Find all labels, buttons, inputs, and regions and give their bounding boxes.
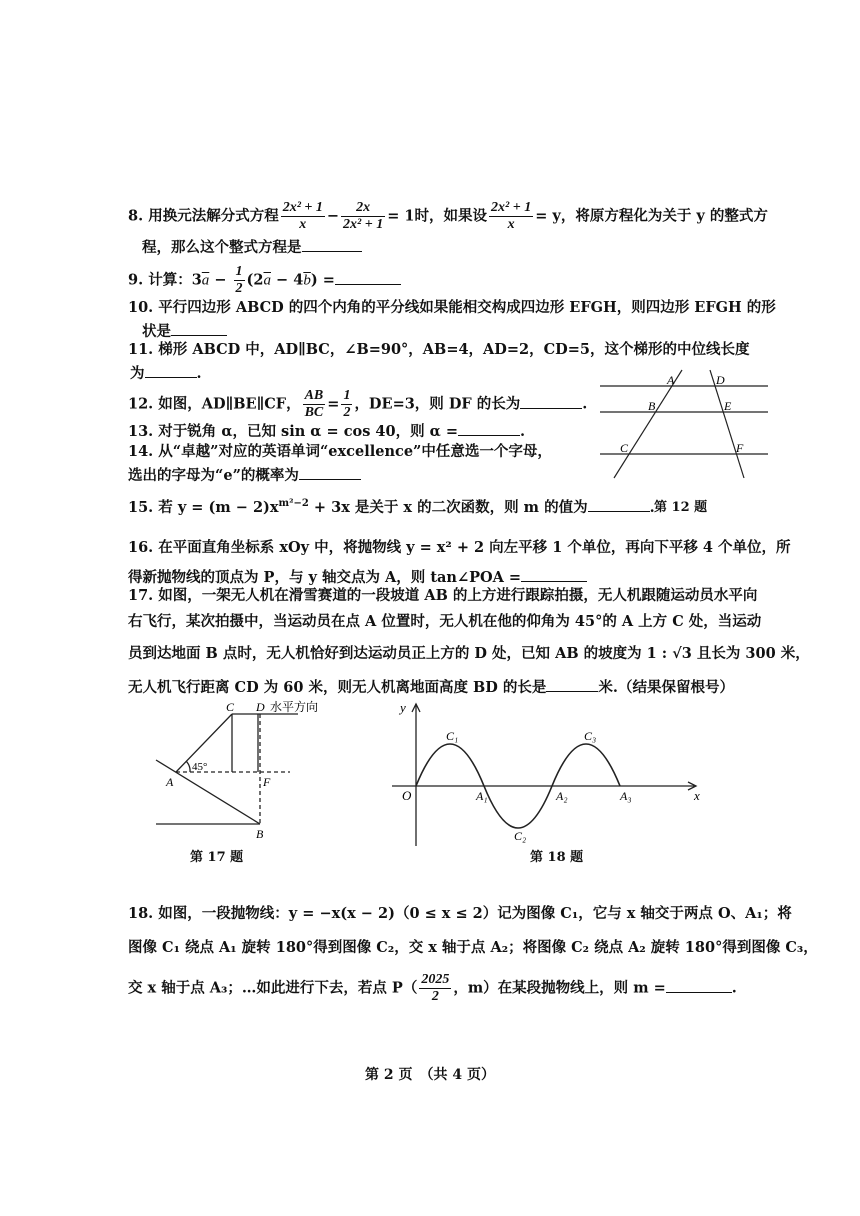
question-text: 员到达地面 B 点时，无人机恰好到达运动员正上方的 D 处，已知 AB 的坡度为 1 : √3 且长为 300 米， (128, 645, 810, 662)
answer-blank[interactable] (299, 464, 361, 480)
label-horizontal: 水平方向 (270, 700, 319, 714)
question-18-line2 (128, 938, 818, 958)
page-footer: 第 2 页 （共 4 页） (365, 1067, 495, 1083)
question-text: 16. 在平面直角坐标系 xOy 中，将抛物线 y = x² + 2 向左平移 1 个单位，再向下平移 4 个单位，所 (128, 539, 791, 556)
question-text: 无人机飞行距离 CD 为 60 米，则无人机离地面高度 BD 的长是 (128, 679, 547, 696)
answer-blank[interactable] (666, 977, 732, 993)
answer-blank[interactable] (588, 496, 650, 512)
figure-17 (150, 698, 350, 842)
question-text: ，m）在某段抛物线上，则 m = (453, 979, 666, 997)
figure-12 (594, 366, 774, 494)
label-C2: C₂ (514, 829, 527, 843)
question-text: ) = (310, 271, 335, 289)
fraction: $\frac{\text{2x² + 1}}{x}$ (282, 200, 323, 232)
question-8 (128, 200, 768, 233)
label-A: A (166, 775, 174, 789)
answer-blank[interactable] (302, 236, 362, 252)
label-B: B (256, 827, 264, 841)
question-text: 状是 (142, 323, 171, 340)
answer-blank[interactable] (458, 420, 520, 436)
question-text: 计算：3 (148, 271, 202, 289)
label-A2: A₂ (556, 789, 568, 803)
question-text: 右飞行，某次拍摄中，当运动员在点 A 位置时，无人机在他的仰角为 45°的 A 上方 C 处，当运动 (128, 613, 762, 630)
answer-blank[interactable] (521, 566, 587, 582)
label-C: C (620, 441, 629, 455)
question-10 (128, 298, 776, 318)
question-text: 10. 平行四边形 ABCD 的四个内角的平分线如果能相交构成四边形 EFGH，则四边形 EFGH 的形 (128, 299, 776, 316)
question-text: 得新抛物线的顶点为 P，与 y 轴交点为 A，则 tan∠POA = (128, 569, 522, 586)
label-C1: C₁ (446, 729, 459, 743)
fraction: $\frac{2x}{\text{2x² + 1}}$ (343, 200, 384, 232)
question-17 (128, 586, 757, 606)
question-text: 选出的字母为“e”的概率为 (128, 467, 299, 484)
question-text: 15. 若 y = (m − 2)x (128, 498, 279, 516)
question-text: 用换元法解分式方程 (148, 207, 279, 225)
label-C3: C₃ (584, 729, 597, 743)
question-text: (2 (246, 271, 264, 289)
question-text: 交 x 轴于点 A₃；…如此进行下去，若点 P（ (128, 979, 418, 997)
question-18 (128, 904, 792, 924)
answer-blank[interactable] (546, 676, 598, 692)
label-C: C (226, 700, 235, 714)
label-D: D (716, 373, 725, 387)
question-17-line3 (128, 644, 810, 664)
question-text: 米.（结果保留根号） (598, 679, 734, 696)
question-16-line2 (128, 566, 587, 588)
figure-17-caption: 第 17 题 (190, 850, 244, 865)
question-text: ，DE=3，则 DF 的长为 (354, 395, 521, 413)
fraction: $\frac{2025}{2}$ (421, 972, 450, 1004)
question-text: 12. 如图，AD∥BE∥CF， (128, 395, 301, 413)
label-F: F (736, 441, 744, 455)
figure-18-caption: 第 18 题 (530, 850, 584, 865)
fraction: $\frac{1}{2}$ (343, 388, 351, 420)
label-angle: 45° (192, 761, 208, 773)
operator: − (209, 271, 232, 289)
question-8-line2 (142, 236, 362, 258)
vector-b: $\overline{b}$ (303, 272, 311, 289)
figure-12-caption: 第 12 题 (654, 500, 708, 515)
question-text: 18. 如图，一段抛物线：y = −x(x − 2)（0 ≤ x ≤ 2）记为图像 C₁，它与 x 轴交于两点 O、A₁；将 (128, 905, 792, 922)
exponent: m²−2 (278, 498, 309, 509)
figure-18 (380, 696, 710, 848)
question-11-line2: 为 . (130, 362, 202, 384)
label-A: A (667, 373, 675, 387)
question-text: 图像 C₁ 绕点 A₁ 旋转 180°得到图像 C₂，交 x 轴于点 A₂；将图像 C₂ 绕点 A₂ 旋转 180°得到图像 C₃， (128, 939, 818, 956)
question-text: 11. 梯形 ABCD 中，AD∥BC，∠B=90°，AB=4，AD=2，CD=5，这个梯形的中位线长度 (128, 341, 750, 358)
label-E: E (724, 399, 732, 413)
question-text: − 4 (271, 271, 304, 289)
fraction: $\frac{1}{2}$ (235, 264, 243, 296)
answer-blank[interactable] (335, 269, 401, 285)
question-text: + 3x 是关于 x 的二次函数，则 m 的值为 (308, 498, 588, 516)
label-O: O (402, 788, 412, 803)
question-text: 为 (130, 365, 145, 382)
label-A1: A₁ (476, 789, 488, 803)
label-B: B (648, 399, 656, 413)
question-13: 13. 对于锐角 α，已知 sin α = cos 40，则 α = . (128, 420, 525, 442)
question-text: = (327, 395, 340, 413)
question-10-line2 (142, 320, 227, 342)
question-14 (128, 442, 552, 462)
answer-blank[interactable] (520, 393, 582, 409)
question-9 (128, 264, 401, 297)
label-A3: A₃ (620, 789, 632, 803)
label-F: F (263, 775, 271, 789)
answer-blank[interactable] (145, 362, 197, 378)
question-text: = 1时，如果设 (387, 207, 488, 225)
axis-label-x: x (694, 788, 700, 803)
question-text: 17. 如图，一架无人机在滑雪赛道的一段坡道 AB 的上方进行跟踪拍摄，无人机跟随运动员水平向 (128, 587, 758, 604)
vector-a: $\overline{a}$ (201, 272, 210, 289)
question-14-line2 (128, 464, 361, 486)
question-16 (128, 538, 791, 558)
question-number: 9. (128, 271, 144, 289)
axis-label-y: y (400, 700, 406, 715)
fraction: $\frac{\text{2x² + 1}}{x}$ (491, 200, 532, 232)
answer-blank[interactable] (171, 320, 227, 336)
question-text: = y，将原方程化为关于 y 的整式方 (535, 207, 768, 225)
question-number: 8. (128, 207, 144, 225)
vector-a: $\overline{a}$ (263, 272, 271, 289)
question-15: 15. 若 $y = (m - 2)x^{m^2-2} + 3x$ 是关于 x 的二次函数，则 m 的值为 . (128, 494, 655, 518)
question-text: 13. 对于锐角 α，已知 sin α = cos 40，则 α = (128, 423, 458, 440)
fraction: $\frac{AB}{BC}$ (304, 388, 324, 420)
question-17-line2 (128, 612, 761, 632)
label-D: D (256, 700, 265, 714)
question-12: 12. 如图，AD∥BE∥CF， $\frac{AB}{BC}$ = $\frac{1}{2}$ ，DE=3，则 DF 的长为 . (128, 388, 588, 420)
operator: − (326, 207, 340, 225)
question-11 (128, 340, 749, 360)
question-18-line3: 交 x 轴于点 A₃；…如此进行下去，若点 P（ $\frac{2025}{2}$ ，m）在某段抛物线上，则 m = . (128, 972, 737, 1004)
question-text: 程，那么这个整式方程是 (142, 239, 302, 256)
question-text: 14. 从“卓越”对应的英语单词“excellence”中任意选一个字母， (128, 443, 552, 460)
question-17-line4 (128, 676, 734, 698)
